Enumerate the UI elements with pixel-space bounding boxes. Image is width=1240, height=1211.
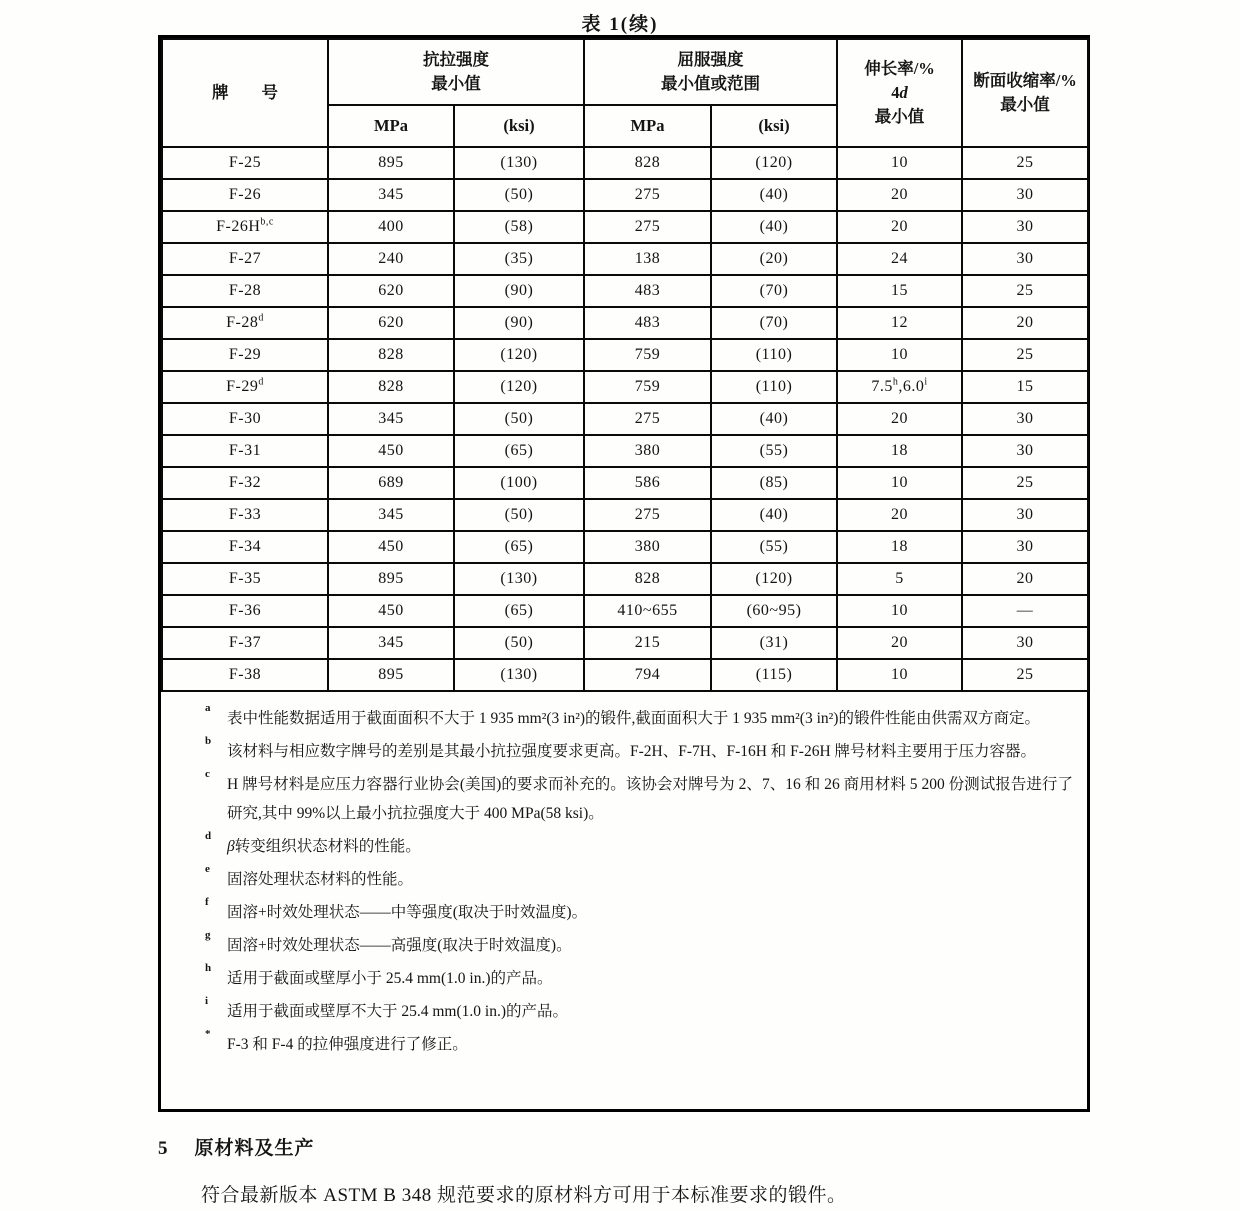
value-cell: 20 xyxy=(837,499,962,531)
value-cell: (100) xyxy=(454,467,584,499)
grade-cell: F-27 xyxy=(162,243,328,275)
value-cell: (65) xyxy=(454,435,584,467)
value-cell: 5 xyxy=(837,563,962,595)
footnotes xyxy=(161,692,1087,1069)
value-cell: 20 xyxy=(837,211,962,243)
value-cell: (115) xyxy=(711,659,837,691)
footnote: * F-3 和 F-4 的拉伸强度进行了修正。 xyxy=(205,1028,468,1053)
value-cell: (50) xyxy=(454,179,584,211)
header-line: 最小值 xyxy=(1000,95,1050,114)
table-row xyxy=(162,659,1088,691)
value-cell: — xyxy=(962,595,1088,627)
value-cell: 25 xyxy=(962,659,1088,691)
value-cell: (55) xyxy=(711,435,837,467)
table-row xyxy=(162,339,1088,371)
col-header-elongation xyxy=(837,39,962,147)
header-line: 屈服强度 xyxy=(677,50,744,70)
value-cell: (20) xyxy=(711,243,837,275)
grade-cell: F-30 xyxy=(162,403,328,435)
table-row xyxy=(162,371,1088,403)
value-cell: 20 xyxy=(837,403,962,435)
table-row xyxy=(162,563,1088,595)
section-heading-text: 原材料及生产 xyxy=(194,1138,315,1159)
value-cell: (58) xyxy=(454,211,584,243)
value-cell: 30 xyxy=(962,627,1088,659)
value-cell: 20 xyxy=(962,563,1088,595)
value-cell: 794 xyxy=(584,659,711,691)
value-cell: 240 xyxy=(328,243,454,275)
grade-cell: F-31 xyxy=(162,435,328,467)
value-cell: 18 xyxy=(837,531,962,563)
value-cell: (40) xyxy=(711,179,837,211)
col-header-yield-ksi: (ksi) xyxy=(711,105,837,147)
footnote-text: 适用于截面或壁厚不大于 25.4 mm(1.0 in.)的产品。 xyxy=(227,1003,568,1020)
value-cell: 275 xyxy=(584,211,711,243)
grade-cell: F-37 xyxy=(162,627,328,659)
value-cell: 828 xyxy=(328,339,454,371)
value-cell: 15 xyxy=(837,275,962,307)
value-cell: 30 xyxy=(962,499,1088,531)
value-cell: 895 xyxy=(328,659,454,691)
value-cell: 380 xyxy=(584,435,711,467)
col-header-tensile xyxy=(328,39,584,105)
col-header-tensile-mpa: MPa xyxy=(328,105,454,147)
value-cell: 450 xyxy=(328,595,454,627)
grade-cell: F-26 xyxy=(162,179,328,211)
value-cell: 12 xyxy=(837,307,962,339)
value-cell: 7.5$^h$,6.0$^i$ xyxy=(837,371,962,403)
value-cell: (40) xyxy=(711,499,837,531)
col-header-reduction xyxy=(962,39,1088,147)
value-cell: (40) xyxy=(711,403,837,435)
value-cell: (130) xyxy=(454,147,584,179)
section-heading xyxy=(158,1133,315,1160)
value-cell: (50) xyxy=(454,627,584,659)
value-cell: 895 xyxy=(328,563,454,595)
value-cell: (31) xyxy=(711,627,837,659)
value-cell: (120) xyxy=(711,147,837,179)
value-cell: 400 xyxy=(328,211,454,243)
value-cell: 30 xyxy=(962,211,1088,243)
footnote: c H 牌号材料是应压力容器行业协会(美国)的要求而补充的。该协会对牌号为 2、7、16 和 26 商用材料 5 200 份测试报告进行了研究,其中 99%以上最小抗拉强度大于 400 MPa(58 ksi)。 xyxy=(205,768,1073,822)
value-cell: (35) xyxy=(454,243,584,275)
value-cell: 759 xyxy=(584,339,711,371)
value-cell: 450 xyxy=(328,531,454,563)
value-cell: 689 xyxy=(328,467,454,499)
value-cell: (130) xyxy=(454,659,584,691)
col-header-tensile-ksi: (ksi) xyxy=(454,105,584,147)
value-cell: 828 xyxy=(584,563,711,595)
table-row xyxy=(162,211,1088,243)
value-cell: (65) xyxy=(454,595,584,627)
value-cell: 275 xyxy=(584,179,711,211)
table-title: 表 1(续) xyxy=(581,14,659,35)
footnote-text: β转变组织状态材料的性能。 xyxy=(227,838,421,855)
footnote: f 固溶+时效处理状态——中等强度(取决于时效温度)。 xyxy=(205,896,588,921)
col-header-yield xyxy=(584,39,837,105)
footnote-text: 该材料与相应数字牌号的差别是其最小抗拉强度要求更高。F-2H、F-7H、F-16H 和 F-26H 牌号材料主要用于压力容器。 xyxy=(227,743,1037,760)
value-cell: 483 xyxy=(584,307,711,339)
footnote-text: 固溶+时效处理状态——中等强度(取决于时效温度)。 xyxy=(227,904,588,921)
value-cell: (70) xyxy=(711,275,837,307)
table-row xyxy=(162,243,1088,275)
value-cell: 30 xyxy=(962,435,1088,467)
footnote-text: 适用于截面或壁厚小于 25.4 mm(1.0 in.)的产品。 xyxy=(227,970,553,987)
value-cell: (120) xyxy=(711,563,837,595)
value-cell: 275 xyxy=(584,403,711,435)
table-row xyxy=(162,531,1088,563)
grade-cell: F-35 xyxy=(162,563,328,595)
value-cell: 20 xyxy=(962,307,1088,339)
value-cell: 345 xyxy=(328,179,454,211)
grade-cell: F-28 xyxy=(162,275,328,307)
value-cell: (90) xyxy=(454,275,584,307)
footnote: i 适用于截面或壁厚不大于 25.4 mm(1.0 in.)的产品。 xyxy=(205,995,568,1020)
value-cell: 345 xyxy=(328,627,454,659)
grade-cell: F-36 xyxy=(162,595,328,627)
table-header xyxy=(162,39,1088,147)
table-row xyxy=(162,147,1088,179)
value-cell: 380 xyxy=(584,531,711,563)
section-body: 符合最新版本 ASTM B 348 规范要求的原材料方可用于本标准要求的锻件。 xyxy=(201,1185,847,1206)
col-header-grade: 牌 号 xyxy=(162,39,328,147)
grade-cell: F-32 xyxy=(162,467,328,499)
value-cell: 483 xyxy=(584,275,711,307)
value-cell: (85) xyxy=(711,467,837,499)
value-cell: 345 xyxy=(328,499,454,531)
grade-cell: F-38 xyxy=(162,659,328,691)
value-cell: 25 xyxy=(962,467,1088,499)
value-cell: 410~655 xyxy=(584,595,711,627)
value-cell: 10 xyxy=(837,595,962,627)
value-cell: (120) xyxy=(454,371,584,403)
value-cell: 828 xyxy=(328,371,454,403)
table-frame xyxy=(158,35,1090,1112)
footnote-text: F-3 和 F-4 的拉伸强度进行了修正。 xyxy=(227,1036,468,1053)
value-cell: 30 xyxy=(962,243,1088,275)
footnote: b 该材料与相应数字牌号的差别是其最小抗拉强度要求更高。F-2H、F-7H、F-16H 和 F-26H 牌号材料主要用于压力容器。 xyxy=(205,735,1037,760)
footnote: e 固溶处理状态材料的性能。 xyxy=(205,863,414,888)
value-cell: 450 xyxy=(328,435,454,467)
value-cell: (110) xyxy=(711,339,837,371)
footnote-text: H 牌号材料是应压力容器行业协会(美国)的要求而补充的。该协会对牌号为 2、7、16 和 26 商用材料 5 200 份测试报告进行了研究,其中 99%以上最小抗拉强度大于 400 MPa(58 ksi)。 xyxy=(227,776,1073,822)
header-line: 4d xyxy=(891,83,908,103)
header-line: 断面收缩率/% xyxy=(973,71,1077,91)
grade-cell: F-25 xyxy=(162,147,328,179)
value-cell: (55) xyxy=(711,531,837,563)
value-cell: 10 xyxy=(837,339,962,371)
value-cell: 24 xyxy=(837,243,962,275)
grade-cell: F-29$^d$ xyxy=(162,371,328,403)
footnote: g 固溶+时效处理状态——高强度(取决于时效温度)。 xyxy=(205,929,572,954)
value-cell: (60~95) xyxy=(711,595,837,627)
value-cell: 620 xyxy=(328,307,454,339)
table-row xyxy=(162,595,1088,627)
value-cell: 25 xyxy=(962,147,1088,179)
section-number: 5 xyxy=(158,1138,169,1159)
value-cell: 18 xyxy=(837,435,962,467)
header-line: 最小值 xyxy=(874,106,925,126)
footnote-text: 固溶处理状态材料的性能。 xyxy=(227,871,414,888)
value-cell: 30 xyxy=(962,531,1088,563)
value-cell: (90) xyxy=(454,307,584,339)
value-cell: (130) xyxy=(454,563,584,595)
grade-cell: F-33 xyxy=(162,499,328,531)
value-cell: (50) xyxy=(454,403,584,435)
table-row xyxy=(162,179,1088,211)
value-cell: 138 xyxy=(584,243,711,275)
table-row xyxy=(162,275,1088,307)
header-line: 最小值 xyxy=(431,74,481,93)
value-cell: 620 xyxy=(328,275,454,307)
table-row xyxy=(162,403,1088,435)
value-cell: 20 xyxy=(837,627,962,659)
col-header-yield-mpa: MPa xyxy=(584,105,711,147)
value-cell: 30 xyxy=(962,179,1088,211)
value-cell: 30 xyxy=(962,403,1088,435)
value-cell: 345 xyxy=(328,403,454,435)
table-row xyxy=(162,467,1088,499)
value-cell: 895 xyxy=(328,147,454,179)
header-line: 抗拉强度 xyxy=(423,50,489,70)
header-row-1 xyxy=(162,39,1088,105)
value-cell: 10 xyxy=(837,659,962,691)
value-cell: 275 xyxy=(584,499,711,531)
value-cell: (120) xyxy=(454,339,584,371)
header-line: 伸长率/% xyxy=(864,59,935,79)
table-row xyxy=(162,499,1088,531)
value-cell: 759 xyxy=(584,371,711,403)
value-cell: (70) xyxy=(711,307,837,339)
header-line: 最小值或范围 xyxy=(661,74,760,93)
grade-cell: F-34 xyxy=(162,531,328,563)
table-row xyxy=(162,627,1088,659)
value-cell: (110) xyxy=(711,371,837,403)
footnote: d β转变组织状态材料的性能。 xyxy=(205,830,421,855)
value-cell: 25 xyxy=(962,339,1088,371)
grade-cell: $F-26H^{b,c}$ xyxy=(162,211,328,243)
value-cell: 25 xyxy=(962,275,1088,307)
table-row xyxy=(162,307,1088,339)
properties-table xyxy=(161,38,1089,692)
footnote: h 适用于截面或壁厚小于 25.4 mm(1.0 in.)的产品。 xyxy=(205,962,553,987)
value-cell: (40) xyxy=(711,211,837,243)
value-cell: 215 xyxy=(584,627,711,659)
footnote: a 表中性能数据适用于截面面积不大于 1 935 mm²(3 in²)的锻件,截面面积大于 1 935 mm²(3 in²)的锻件性能由供需双方商定。 xyxy=(205,702,1040,727)
value-cell: 828 xyxy=(584,147,711,179)
footnote-text: 表中性能数据适用于截面面积不大于 1 935 mm²(3 in²)的锻件,截面面积大于 1 935 mm²(3 in²)的锻件性能由供需双方商定。 xyxy=(227,710,1040,727)
grade-cell: F-29 xyxy=(162,339,328,371)
value-cell: (50) xyxy=(454,499,584,531)
grade-cell: F-28$^d$ xyxy=(162,307,328,339)
footnote-text: 固溶+时效处理状态——高强度(取决于时效温度)。 xyxy=(227,937,572,954)
value-cell: (65) xyxy=(454,531,584,563)
value-cell: 15 xyxy=(962,371,1088,403)
value-cell: 10 xyxy=(837,147,962,179)
value-cell: 586 xyxy=(584,467,711,499)
table-row xyxy=(162,435,1088,467)
value-cell: 20 xyxy=(837,179,962,211)
table-body xyxy=(162,147,1088,691)
value-cell: 10 xyxy=(837,467,962,499)
